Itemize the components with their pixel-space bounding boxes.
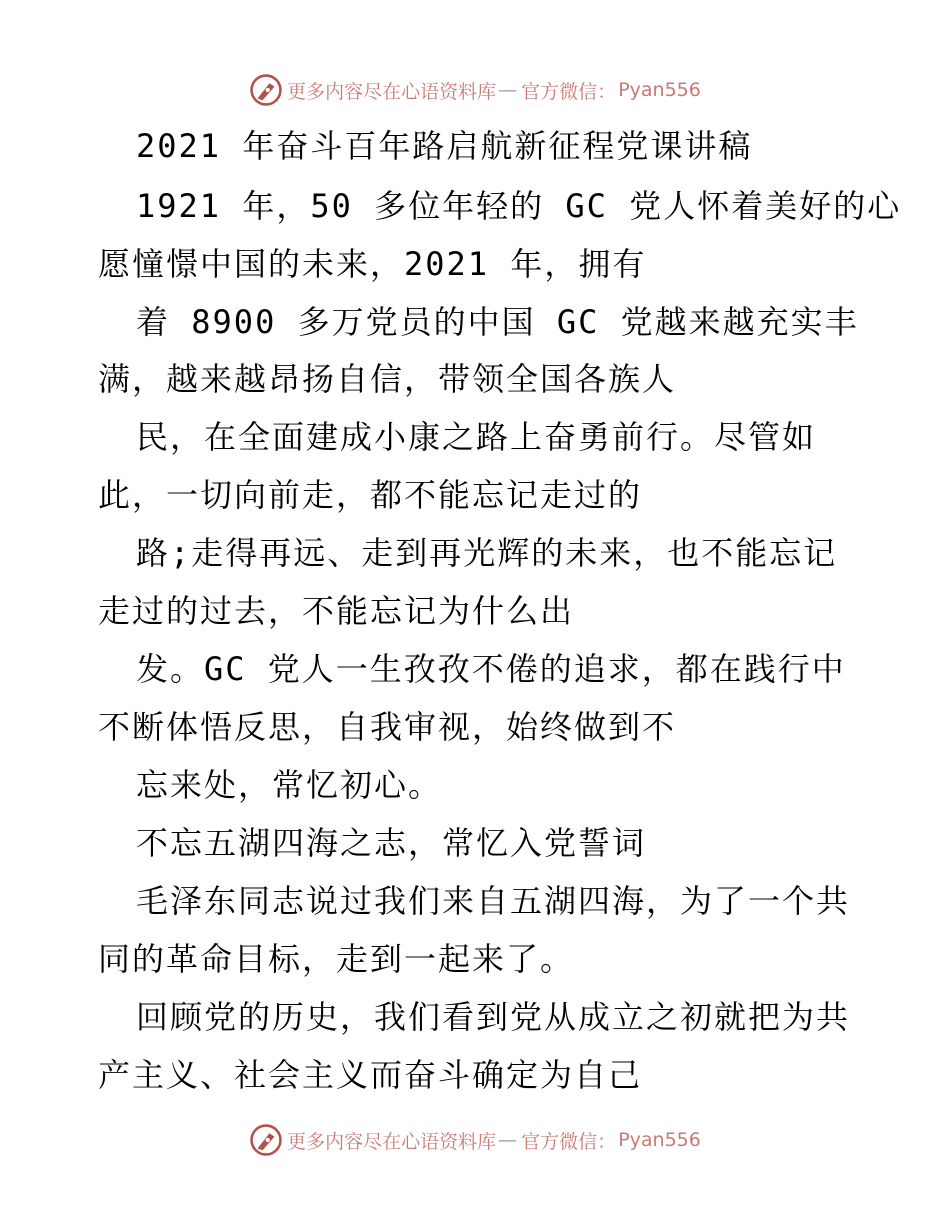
document-title: 2021 年奋斗百年路启航新征程党课讲稿 xyxy=(136,127,753,165)
paragraph-line: 路;走得再远、走到再光辉的未来，也不能忘记 xyxy=(136,534,838,572)
paragraph-line: 愿憧憬中国的未来，2021 年，拥有 xyxy=(98,245,647,283)
paragraph-line: 民，在全面建成小康之路上奋勇前行。尽管如 xyxy=(136,418,817,456)
watermark-handle: Pyan556 xyxy=(618,79,701,101)
paragraph-line: 同的革命目标，走到一起来了。 xyxy=(98,940,575,978)
section-heading: 不忘五湖四海之志，常忆入党誓词 xyxy=(136,824,647,862)
watermark-label: 官方微信： xyxy=(521,80,617,103)
paragraph-line: 此，一切向前走，都不能忘记走过的 xyxy=(98,476,643,514)
pen-nib-logo-icon xyxy=(249,73,283,107)
paragraph-line: 回顾党的历史，我们看到党从成立之初就把为共 xyxy=(136,998,851,1036)
watermark-separator: — xyxy=(498,1129,518,1151)
paragraph-line: 忘来处，常忆初心。 xyxy=(136,766,443,804)
paragraph-line: 1921 年，50 多位年轻的 GC 党人怀着美好的心 xyxy=(136,187,902,225)
paragraph-line: 毛泽东同志说过我们来自五湖四海，为了一个共 xyxy=(136,882,851,920)
paragraph-line: 走过的过去，不能忘记为什么出 xyxy=(98,592,575,630)
watermark-site-text: 更多内容尽在心语资料库 xyxy=(287,80,497,103)
paragraph-line: 产主义、社会主义而奋斗确定为自己 xyxy=(98,1056,643,1094)
paragraph-line: 满，越来越昂扬自信，带领全国各族人 xyxy=(98,360,677,398)
paragraph-line: 发。GC 党人一生孜孜不倦的追求，都在践行中 xyxy=(136,650,846,688)
watermark-label: 官方微信： xyxy=(521,1130,617,1153)
watermark-site-text: 更多内容尽在心语资料库 xyxy=(287,1130,497,1153)
header-watermark xyxy=(0,70,950,110)
paragraph-line: 着 8900 多万党员的中国 GC 党越来越充实丰 xyxy=(136,303,859,341)
watermark-separator: — xyxy=(498,79,518,101)
watermark-handle: Pyan556 xyxy=(618,1129,701,1151)
paragraph-line: 不断体悟反思，自我审视，始终做到不 xyxy=(98,708,677,746)
footer-watermark xyxy=(0,1120,950,1160)
pen-nib-logo-icon xyxy=(249,1123,283,1157)
